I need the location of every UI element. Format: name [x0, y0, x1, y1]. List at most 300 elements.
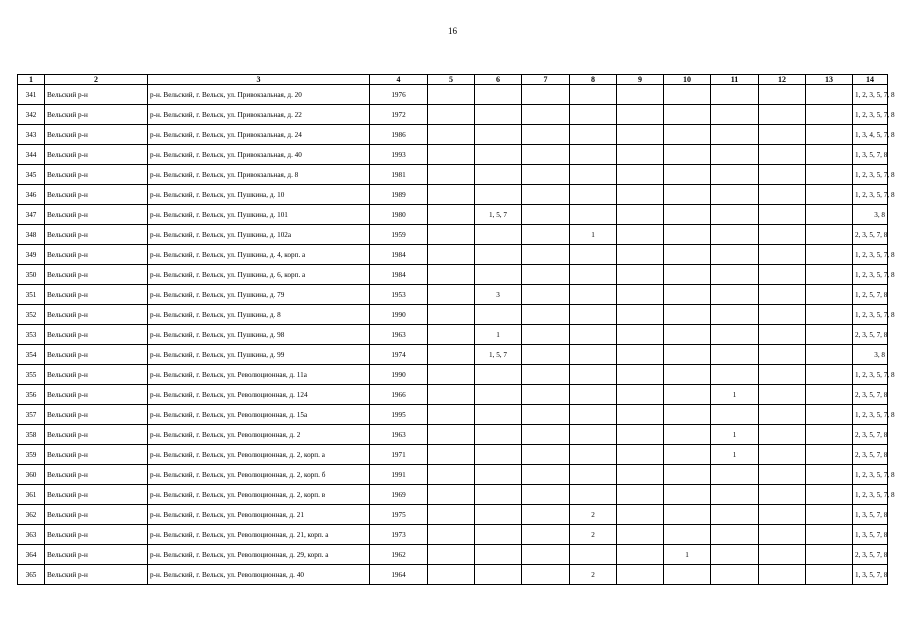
table-cell-col-9: [617, 365, 664, 385]
header-row: [18, 75, 888, 85]
table-row: [18, 325, 888, 345]
table-cell-col-10: [664, 405, 711, 425]
table-cell-col-2: Вельский р-н: [45, 265, 148, 285]
table-cell-col-8: [570, 465, 617, 485]
table-cell-col-9: [617, 145, 664, 165]
table-cell-col-6: [475, 185, 522, 205]
table-cell-col-2: Вельский р-н: [45, 165, 148, 185]
table-cell-col-2: Вельский р-н: [45, 385, 148, 405]
table-cell-col-8: 2: [570, 565, 617, 585]
table-cell-col-8: [570, 125, 617, 145]
table-cell-col-13: [806, 525, 853, 545]
table-cell-col-3: р-н. Вельский, г. Вельск, ул. Пушкина, д. 79: [148, 285, 370, 305]
table-cell-col-8: [570, 245, 617, 265]
table-cell-col-3: р-н. Вельский, г. Вельск, ул. Революционная, д. 2, корп. в: [148, 485, 370, 505]
table-row: [18, 565, 888, 585]
table-cell-col-8: 2: [570, 505, 617, 525]
column-header-14: 14: [853, 75, 888, 85]
table-cell-col-8: [570, 385, 617, 405]
table-cell-col-13: [806, 265, 853, 285]
table-cell-col-12: [759, 185, 806, 205]
table-cell-col-14: 2, 3, 5, 7, 8: [853, 325, 888, 345]
housing-registry-table: [17, 74, 895, 585]
table-cell-col-5: [428, 85, 475, 105]
table-cell-col-9: [617, 485, 664, 505]
table-cell-col-4: 1995: [370, 405, 428, 425]
table-row: [18, 125, 888, 145]
table-row: [18, 385, 888, 405]
table-cell-col-1: 360: [18, 465, 45, 485]
table-cell-col-5: [428, 245, 475, 265]
table-cell-col-7: [522, 545, 570, 565]
table-cell-col-5: [428, 425, 475, 445]
table-cell-col-6: [475, 405, 522, 425]
table-cell-col-4: 1993: [370, 145, 428, 165]
table-cell-col-5: [428, 305, 475, 325]
table-cell-col-10: [664, 445, 711, 465]
column-header-2: 2: [45, 75, 148, 85]
table-cell-col-13: [806, 305, 853, 325]
table-cell-col-3: р-н. Вельский, г. Вельск, ул. Революционная, д. 29, корп. а: [148, 545, 370, 565]
table-cell-col-7: [522, 225, 570, 245]
table-cell-col-11: [711, 545, 759, 565]
table-cell-col-14: 1, 2, 3, 5, 7, 8: [853, 265, 888, 285]
table-cell-col-4: 1986: [370, 125, 428, 145]
table-cell-col-13: [806, 445, 853, 465]
table-cell-col-9: [617, 245, 664, 265]
table-cell-col-14: 1, 2, 3, 5, 7, 8: [853, 365, 888, 385]
table-cell-col-1: 351: [18, 285, 45, 305]
table-cell-col-11: [711, 285, 759, 305]
table-cell-col-9: [617, 545, 664, 565]
table-cell-col-10: [664, 365, 711, 385]
table-cell-col-2: Вельский р-н: [45, 365, 148, 385]
table-cell-col-3: р-н. Вельский, г. Вельск, ул. Пушкина, д. 101: [148, 205, 370, 225]
table-cell-col-2: Вельский р-н: [45, 485, 148, 505]
table-cell-col-12: [759, 165, 806, 185]
table-cell-col-7: [522, 505, 570, 525]
table-cell-col-7: [522, 565, 570, 585]
column-header-10: 10: [664, 75, 711, 85]
table-cell-col-4: 1975: [370, 505, 428, 525]
table-cell-col-13: [806, 105, 853, 125]
table-cell-col-11: [711, 105, 759, 125]
table-cell-col-7: [522, 205, 570, 225]
table-cell-col-4: 1963: [370, 425, 428, 445]
table-cell-col-3: р-н. Вельский, г. Вельск, ул. Революционная, д. 2, корп. а: [148, 445, 370, 465]
table-cell-col-9: [617, 85, 664, 105]
table-cell-col-7: [522, 85, 570, 105]
table-cell-col-13: [806, 125, 853, 145]
table-cell-col-6: 3: [475, 285, 522, 305]
table-cell-col-1: 361: [18, 485, 45, 505]
table-cell-col-2: Вельский р-н: [45, 205, 148, 225]
table-cell-col-4: 1976: [370, 85, 428, 105]
table-cell-col-13: [806, 405, 853, 425]
table-row: [18, 425, 888, 445]
table-row: [18, 265, 888, 285]
table-cell-col-3: р-н. Вельский, г. Вельск, ул. Пушкина, д. 102а: [148, 225, 370, 245]
table-cell-col-10: [664, 465, 711, 485]
table-row: [18, 145, 888, 165]
table-cell-col-2: Вельский р-н: [45, 465, 148, 485]
table-cell-col-10: [664, 265, 711, 285]
table-cell-col-12: [759, 305, 806, 325]
table-cell-col-13: [806, 185, 853, 205]
table-cell-col-9: [617, 345, 664, 365]
table-cell-col-12: [759, 425, 806, 445]
table-cell-col-7: [522, 305, 570, 325]
table-cell-col-8: 1: [570, 225, 617, 245]
table-row: [18, 105, 888, 125]
table-cell-col-1: 347: [18, 205, 45, 225]
table-cell-col-14: 1, 2, 5, 7, 8: [853, 285, 888, 305]
table-cell-col-7: [522, 105, 570, 125]
table-cell-col-2: Вельский р-н: [45, 525, 148, 545]
table-cell-col-4: 1990: [370, 305, 428, 325]
table-cell-col-4: 1980: [370, 205, 428, 225]
table-cell-col-13: [806, 325, 853, 345]
table-cell-col-5: [428, 465, 475, 485]
table-cell-col-8: [570, 105, 617, 125]
table-cell-col-11: [711, 465, 759, 485]
table-cell-col-10: [664, 105, 711, 125]
table-cell-col-3: р-н. Вельский, г. Вельск, ул. Революционная, д. 40: [148, 565, 370, 585]
table-cell-col-3: р-н. Вельский, г. Вельск, ул. Привокзальная, д. 8: [148, 165, 370, 185]
table-cell-col-5: [428, 145, 475, 165]
table-cell-col-2: Вельский р-н: [45, 285, 148, 305]
table-cell-col-1: 355: [18, 365, 45, 385]
table-cell-col-10: [664, 145, 711, 165]
table-cell-col-3: р-н. Вельский, г. Вельск, ул. Революционная, д. 21, корп. а: [148, 525, 370, 545]
table-cell-col-6: [475, 445, 522, 465]
table-cell-col-3: р-н. Вельский, г. Вельск, ул. Пушкина, д. 4, корп. а: [148, 245, 370, 265]
table-cell-col-10: [664, 385, 711, 405]
table-cell-col-1: 345: [18, 165, 45, 185]
table-cell-col-14: 1, 2, 3, 5, 7, 8: [853, 305, 888, 325]
table-cell-col-14: 3, 8: [853, 345, 888, 365]
table-cell-col-3: р-н. Вельский, г. Вельск, ул. Пушкина, д. 10: [148, 185, 370, 205]
table-cell-col-7: [522, 345, 570, 365]
table-cell-col-7: [522, 265, 570, 285]
table-cell-col-14: 1, 2, 3, 5, 7, 8: [853, 465, 888, 485]
table-cell-col-11: [711, 345, 759, 365]
table-cell-col-9: [617, 125, 664, 145]
table-cell-col-11: [711, 485, 759, 505]
table-cell-col-13: [806, 565, 853, 585]
table-cell-col-13: [806, 225, 853, 245]
table-cell-col-11: [711, 185, 759, 205]
table-cell-col-12: [759, 325, 806, 345]
table-cell-col-13: [806, 465, 853, 485]
table-cell-col-1: 348: [18, 225, 45, 245]
table-cell-col-10: [664, 565, 711, 585]
table-cell-col-4: 1963: [370, 325, 428, 345]
table-cell-col-9: [617, 505, 664, 525]
table-cell-col-11: [711, 305, 759, 325]
table-cell-col-8: [570, 445, 617, 465]
table-cell-col-4: 1972: [370, 105, 428, 125]
table-cell-col-4: 1981: [370, 165, 428, 185]
table-cell-col-4: 1991: [370, 465, 428, 485]
table-cell-col-12: [759, 445, 806, 465]
table-cell-col-6: [475, 165, 522, 185]
table-cell-col-11: [711, 405, 759, 425]
table-cell-col-12: [759, 345, 806, 365]
table-cell-col-2: Вельский р-н: [45, 185, 148, 205]
table-cell-col-14: 1, 2, 3, 5, 7, 8: [853, 165, 888, 185]
table-cell-col-5: [428, 165, 475, 185]
table-cell-col-8: [570, 165, 617, 185]
column-header-9: 9: [617, 75, 664, 85]
table-cell-col-6: [475, 245, 522, 265]
table-cell-col-14: 2, 3, 5, 7, 8: [853, 545, 888, 565]
table-cell-col-8: [570, 425, 617, 445]
table-cell-col-2: Вельский р-н: [45, 325, 148, 345]
table-cell-col-11: [711, 325, 759, 345]
table-cell-col-10: [664, 245, 711, 265]
table-cell-col-9: [617, 285, 664, 305]
table-cell-col-6: [475, 545, 522, 565]
table-cell-col-5: [428, 505, 475, 525]
table-cell-col-10: [664, 285, 711, 305]
table-cell-col-1: 352: [18, 305, 45, 325]
table-cell-col-5: [428, 225, 475, 245]
table-cell-col-3: р-н. Вельский, г. Вельск, ул. Революционная, д. 2, корп. б: [148, 465, 370, 485]
table-cell-col-6: [475, 105, 522, 125]
table-cell-col-9: [617, 565, 664, 585]
table-cell-col-7: [522, 165, 570, 185]
table-cell-col-5: [428, 445, 475, 465]
table-cell-col-13: [806, 245, 853, 265]
table-cell-col-11: [711, 225, 759, 245]
table-cell-col-9: [617, 165, 664, 185]
table-cell-col-8: [570, 285, 617, 305]
table-cell-col-1: 349: [18, 245, 45, 265]
table-cell-col-11: [711, 265, 759, 285]
table-cell-col-13: [806, 285, 853, 305]
table-cell-col-4: 1966: [370, 385, 428, 405]
column-header-4: 4: [370, 75, 428, 85]
table-cell-col-11: [711, 365, 759, 385]
table-cell-col-11: [711, 505, 759, 525]
table-cell-col-7: [522, 125, 570, 145]
table-cell-col-8: [570, 325, 617, 345]
table-cell-col-14: 1, 3, 5, 7, 8: [853, 505, 888, 525]
table-cell-col-5: [428, 345, 475, 365]
table-cell-col-5: [428, 385, 475, 405]
table-cell-col-10: [664, 205, 711, 225]
table-header: [18, 75, 888, 85]
table-cell-col-6: [475, 225, 522, 245]
table-cell-col-12: [759, 465, 806, 485]
page-number: 16: [448, 26, 457, 36]
table-cell-col-8: [570, 485, 617, 505]
table-body: [18, 85, 895, 585]
table-cell-col-3: р-н. Вельский, г. Вельск, ул. Революционная, д. 124: [148, 385, 370, 405]
table-cell-col-10: [664, 325, 711, 345]
table-cell-col-2: Вельский р-н: [45, 145, 148, 165]
table-cell-col-7: [522, 445, 570, 465]
table-cell-col-14: 1, 2, 3, 5, 7, 8: [853, 85, 888, 105]
table-cell-col-3: р-н. Вельский, г. Вельск, ул. Революционная, д. 11а: [148, 365, 370, 385]
table-cell-col-11: [711, 565, 759, 585]
table-cell-col-6: 1: [475, 325, 522, 345]
table-cell-col-11: [711, 205, 759, 225]
table-cell-col-12: [759, 485, 806, 505]
table-cell-col-6: [475, 525, 522, 545]
table-cell-col-9: [617, 305, 664, 325]
table-cell-col-9: [617, 205, 664, 225]
column-header-7: 7: [522, 75, 570, 85]
table-cell-col-4: 1953: [370, 285, 428, 305]
table-cell-col-6: [475, 305, 522, 325]
table-cell-col-7: [522, 325, 570, 345]
table-cell-col-1: 362: [18, 505, 45, 525]
table-cell-col-6: [475, 85, 522, 105]
table-cell-col-12: [759, 505, 806, 525]
table-cell-col-11: 1: [711, 385, 759, 405]
table-cell-col-8: [570, 205, 617, 225]
table-cell-col-2: Вельский р-н: [45, 425, 148, 445]
table-cell-col-7: [522, 185, 570, 205]
table-cell-col-12: [759, 385, 806, 405]
table-cell-col-3: р-н. Вельский, г. Вельск, ул. Революционная, д. 21: [148, 505, 370, 525]
table-cell-col-6: [475, 365, 522, 385]
table-cell-col-6: [475, 425, 522, 445]
table-cell-col-14: 3, 8: [853, 205, 888, 225]
table-row: [18, 405, 888, 425]
table-cell-col-12: [759, 285, 806, 305]
table-cell-col-1: 356: [18, 385, 45, 405]
table-cell-col-10: [664, 185, 711, 205]
table-cell-col-5: [428, 285, 475, 305]
table-cell-col-2: Вельский р-н: [45, 305, 148, 325]
table-cell-col-7: [522, 145, 570, 165]
table-cell-col-9: [617, 525, 664, 545]
table-cell-col-5: [428, 405, 475, 425]
table-row: [18, 525, 888, 545]
table-cell-col-10: [664, 165, 711, 185]
table-cell-col-8: [570, 305, 617, 325]
table-row: [18, 445, 888, 465]
table-cell-col-10: [664, 485, 711, 505]
table-cell-col-12: [759, 125, 806, 145]
column-header-3: 3: [148, 75, 370, 85]
table-row: [18, 85, 888, 105]
table-cell-col-6: 1, 5, 7: [475, 345, 522, 365]
table-cell-col-3: р-н. Вельский, г. Вельск, ул. Привокзальная, д. 20: [148, 85, 370, 105]
table-cell-col-13: [806, 365, 853, 385]
table-row: [18, 345, 888, 365]
table-cell-col-10: [664, 305, 711, 325]
column-header-13: 13: [806, 75, 853, 85]
table-cell-col-6: [475, 465, 522, 485]
table-cell-col-7: [522, 465, 570, 485]
table-row: [18, 165, 888, 185]
table-cell-col-4: 1971: [370, 445, 428, 465]
table-cell-col-5: [428, 525, 475, 545]
table-row: [18, 485, 888, 505]
table-row: [18, 185, 888, 205]
table-cell-col-10: [664, 345, 711, 365]
table-cell-col-5: [428, 265, 475, 285]
table-cell-col-3: р-н. Вельский, г. Вельск, ул. Пушкина, д. 8: [148, 305, 370, 325]
table-cell-col-13: [806, 345, 853, 365]
table-cell-col-3: р-н. Вельский, г. Вельск, ул. Привокзальная, д. 24: [148, 125, 370, 145]
table-cell-col-2: Вельский р-н: [45, 245, 148, 265]
column-header-6: 6: [475, 75, 522, 85]
table-cell-col-5: [428, 545, 475, 565]
table-cell-col-6: [475, 485, 522, 505]
table-cell-col-14: 2, 3, 5, 7, 8: [853, 225, 888, 245]
table-cell-col-8: [570, 345, 617, 365]
table-cell-col-11: [711, 125, 759, 145]
table-cell-col-6: [475, 385, 522, 405]
table-cell-col-2: Вельский р-н: [45, 565, 148, 585]
table-cell-col-8: [570, 405, 617, 425]
table-cell-col-5: [428, 205, 475, 225]
table-cell-col-13: [806, 85, 853, 105]
table-cell-col-5: [428, 565, 475, 585]
table-cell-col-4: 1962: [370, 545, 428, 565]
table-cell-col-14: 1, 2, 3, 5, 7, 8: [853, 105, 888, 125]
table-cell-col-9: [617, 405, 664, 425]
column-header-11: 11: [711, 75, 759, 85]
table-cell-col-13: [806, 145, 853, 165]
table-cell-col-6: [475, 265, 522, 285]
table-cell-col-10: [664, 85, 711, 105]
table-cell-col-5: [428, 185, 475, 205]
table-cell-col-2: Вельский р-н: [45, 405, 148, 425]
table-cell-col-11: [711, 245, 759, 265]
table-cell-col-2: Вельский р-н: [45, 505, 148, 525]
table-cell-col-3: р-н. Вельский, г. Вельск, ул. Привокзальная, д. 22: [148, 105, 370, 125]
table-cell-col-7: [522, 405, 570, 425]
table-cell-col-13: [806, 545, 853, 565]
table-cell-col-12: [759, 265, 806, 285]
table-cell-col-14: 1, 2, 3, 5, 7, 8: [853, 245, 888, 265]
table-cell-col-1: 346: [18, 185, 45, 205]
table-cell-col-5: [428, 365, 475, 385]
table-cell-col-6: [475, 145, 522, 165]
table-cell-col-6: 1, 5, 7: [475, 205, 522, 225]
table-cell-col-14: 1, 2, 3, 5, 7, 8: [853, 485, 888, 505]
table-cell-col-4: 1984: [370, 245, 428, 265]
table-cell-col-5: [428, 105, 475, 125]
table-cell-col-12: [759, 545, 806, 565]
table-cell-col-3: р-н. Вельский, г. Вельск, ул. Пушкина, д. 98: [148, 325, 370, 345]
table-row: [18, 545, 888, 565]
table-cell-col-14: 2, 3, 5, 7, 8: [853, 385, 888, 405]
table-row: [18, 365, 888, 385]
table-cell-col-5: [428, 325, 475, 345]
table-cell-col-10: [664, 425, 711, 445]
table-cell-col-4: 1959: [370, 225, 428, 245]
table-cell-col-9: [617, 385, 664, 405]
table-cell-col-1: 363: [18, 525, 45, 545]
table-row: [18, 505, 888, 525]
table-cell-col-10: 1: [664, 545, 711, 565]
table-cell-col-12: [759, 145, 806, 165]
table-cell-col-2: Вельский р-н: [45, 85, 148, 105]
table-cell-col-1: 357: [18, 405, 45, 425]
table-cell-col-6: [475, 565, 522, 585]
table-cell-col-10: [664, 505, 711, 525]
table-cell-col-8: [570, 545, 617, 565]
column-header-8: 8: [570, 75, 617, 85]
table-cell-col-13: [806, 425, 853, 445]
